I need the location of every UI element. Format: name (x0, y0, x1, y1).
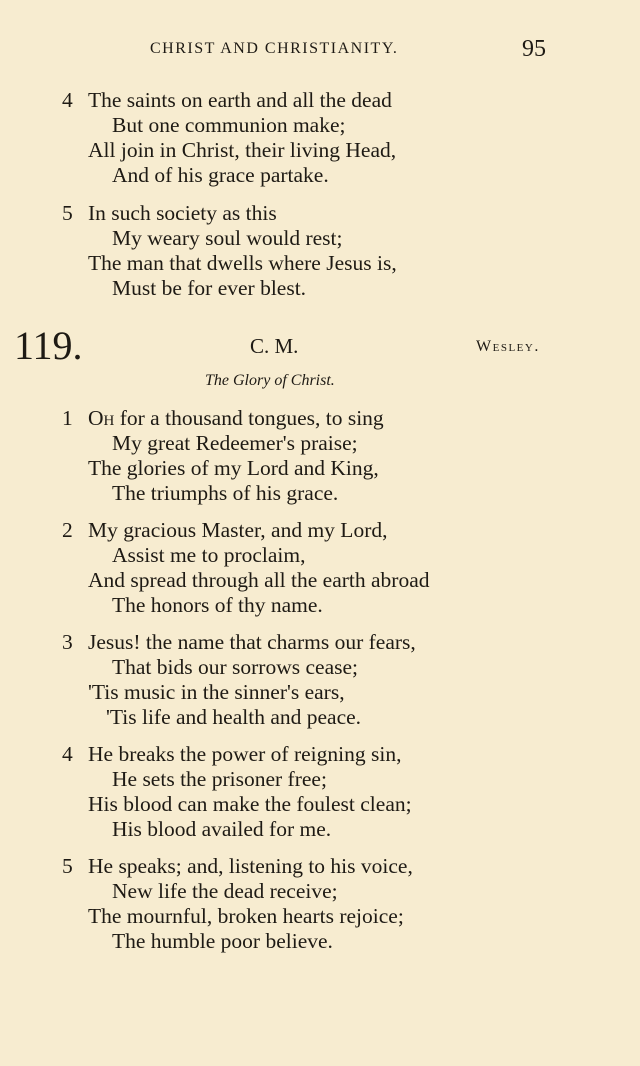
stanza-number: 4 (62, 88, 73, 112)
verse-line: My weary soul would rest; (112, 226, 343, 250)
verse-line: And spread through all the earth abroad (88, 568, 430, 592)
stanza-number: 2 (62, 518, 73, 542)
verse-line: The honors of thy name. (112, 593, 323, 617)
verse-line: The saints on earth and all the dead (88, 88, 392, 112)
verse-line: Must be for ever blest. (112, 276, 307, 300)
verse-line: That bids our sorrows cease; (112, 655, 358, 679)
verse-line: 'Tis music in the sinner's ears, (88, 680, 345, 704)
verse-line: Jesus! the name that charms our fears, (88, 630, 416, 654)
verse-line: The glories of my Lord and King, (88, 456, 379, 480)
drop-word: Oh (88, 406, 115, 430)
verse-line: He speaks; and, listening to his voice, (88, 854, 413, 878)
verse-line: My great Redeemer's praise; (112, 431, 358, 455)
verse-line: He breaks the power of reigning sin, (88, 742, 402, 766)
verse-line: The triumphs of his grace. (112, 481, 339, 505)
verse-line: In such society as this (88, 201, 277, 225)
verse-line: The man that dwells where Jesus is, (88, 251, 397, 275)
verse-line: He sets the prisoner free; (112, 767, 327, 791)
stanza-number: 1 (62, 406, 73, 430)
verse-line: New life the dead receive; (112, 879, 338, 903)
verse-line: My gracious Master, and my Lord, (88, 518, 388, 542)
verse-line: Assist me to proclaim, (112, 543, 306, 567)
hymn-title: The Glory of Christ. (205, 372, 335, 389)
verse-line: 'Tis life and health and peace. (106, 705, 362, 729)
verse-line: But one communion make; (112, 113, 346, 137)
verse-line: His blood can make the foulest clean; (88, 792, 412, 816)
verse-line: The humble poor believe. (112, 929, 333, 953)
hymn-meter: C. M. (250, 334, 299, 358)
stanza-number: 5 (62, 854, 73, 878)
verse-line: And of his grace partake. (112, 163, 329, 187)
stanza-number: 3 (62, 630, 73, 654)
stanza-number: 5 (62, 201, 73, 225)
first-line-rest: for a thousand tongues, to sing (114, 406, 384, 430)
hymn-author: Wesley. (476, 338, 540, 355)
verse-line: All join in Christ, their living Head, (88, 138, 397, 162)
verse-line: His blood availed for me. (112, 817, 332, 841)
verse-line (88, 406, 384, 430)
page-number: 95 (522, 36, 546, 62)
hymn-number: 119. (14, 323, 83, 368)
stanza-number: 4 (62, 742, 73, 766)
running-head: CHRIST AND CHRISTIANITY. (150, 40, 399, 57)
verse-line: The mournful, broken hearts rejoice; (88, 904, 404, 928)
